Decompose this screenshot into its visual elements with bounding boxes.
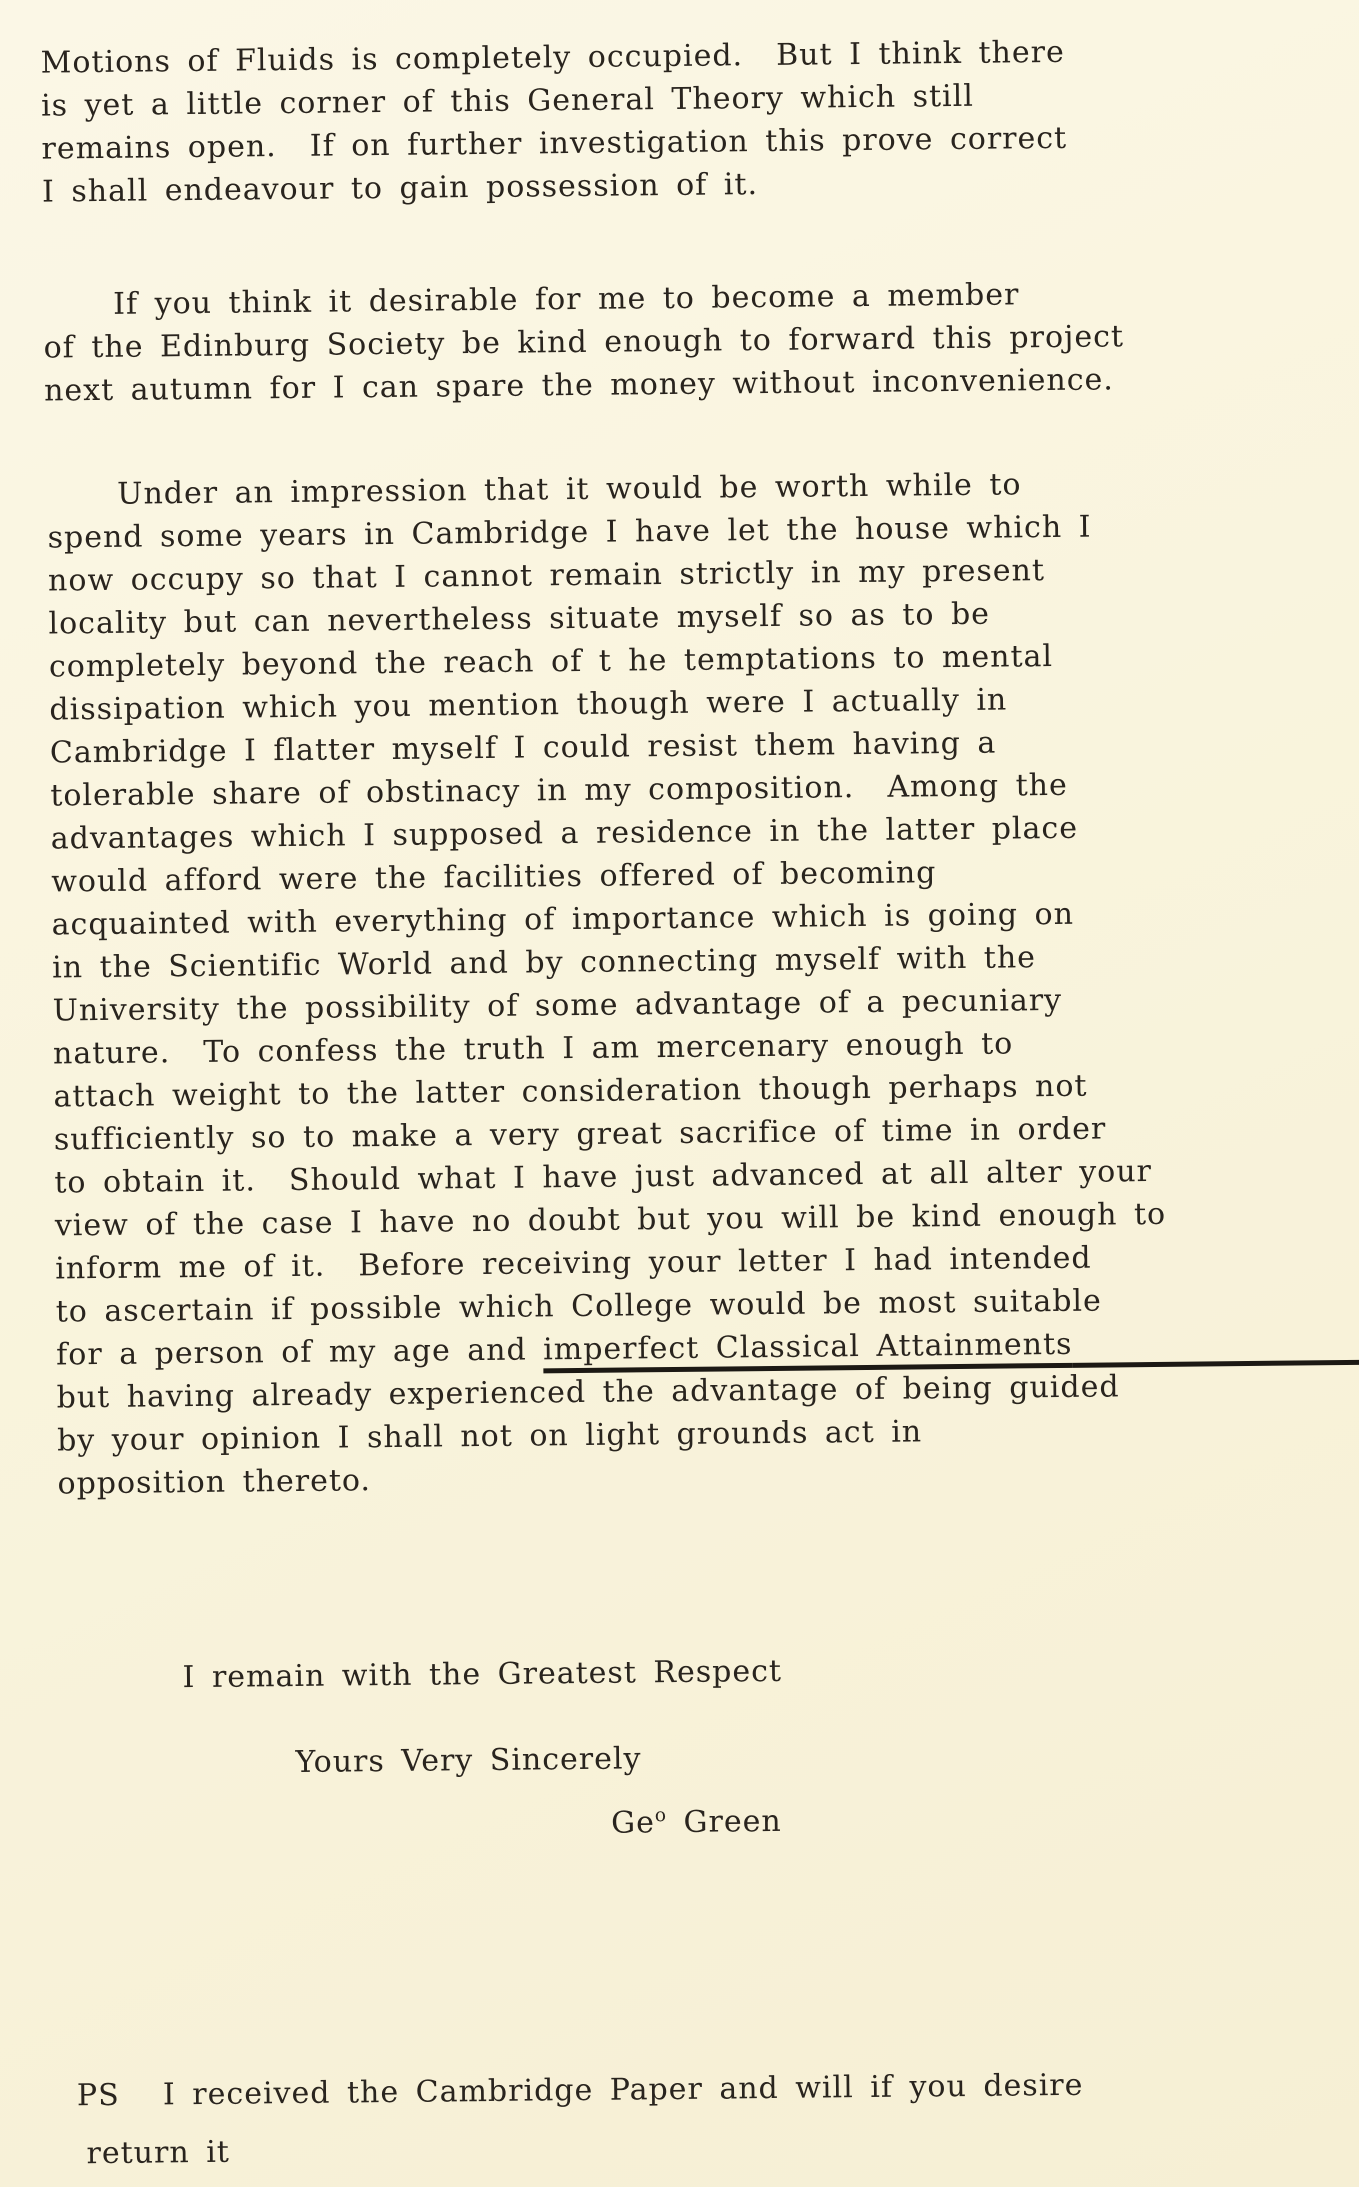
letter-line: to obtain it. Should what I have just advanced at all alter your bbox=[54, 1154, 1153, 1201]
postscript bbox=[77, 2057, 1085, 2184]
signature bbox=[611, 1804, 782, 1841]
letter-line: but having already experienced the advantage of being guided bbox=[56, 1369, 1120, 1416]
letter-line: opposition thereto. bbox=[57, 1463, 372, 1502]
letter-line: Cambridge I flatter myself I could resist them having a bbox=[49, 725, 997, 771]
letter-line: by your opinion I shall not on light grounds act in bbox=[56, 1414, 923, 1459]
letter-line: remains open. If on further investigation this prove correct bbox=[41, 120, 1068, 167]
letter-line: next autumn for I can spare the money without inconvenience. bbox=[43, 362, 1115, 409]
letter-line: Under an impression that it would be worth while to bbox=[116, 467, 1022, 512]
letter-line: spend some years in Cambridge I have let the house which I bbox=[47, 509, 1092, 556]
letter-line: is yet a little corner of this General Theory which still bbox=[40, 78, 975, 124]
paragraph-3 bbox=[47, 462, 1169, 1506]
letter-line: acquainted with everything of importance which is going on bbox=[51, 896, 1075, 943]
letter-line: University the possibility of some advantage of a pecuniary bbox=[52, 982, 1063, 1029]
letter-line: I shall endeavour to gain possession of it. bbox=[41, 167, 759, 210]
postscript-line-2: return it bbox=[86, 2134, 231, 2172]
letter-line: advantages which I supposed a residence in the latter place bbox=[50, 810, 1079, 857]
letter-line: now occupy so that I cannot remain strictly in my present bbox=[47, 553, 1046, 599]
letter-line: to ascertain if possible which College would be most suitable bbox=[55, 1283, 1102, 1330]
underlined-phrase: imperfect Classical Attainments bbox=[543, 1327, 1073, 1374]
letter-line: attach weight to the latter consideration though perhaps not bbox=[53, 1068, 1088, 1115]
letter-line: view of the case I have no doubt but you will be kind enough to bbox=[54, 1196, 1167, 1244]
signature-surname: Green bbox=[666, 1803, 782, 1841]
letter-line: Motions of Fluids is completely occupied. But I think there bbox=[40, 34, 1065, 81]
letter-line: nature. To confess the truth I am mercenary enough to bbox=[52, 1026, 1014, 1072]
signature-superscript-o: o bbox=[654, 1805, 668, 1827]
letter-line: would afford were the facilities offered of becoming bbox=[51, 855, 937, 900]
letter-line: completely beyond the reach of t he temptations to mental bbox=[48, 639, 1054, 685]
paragraph-1 bbox=[40, 31, 1067, 214]
closing-respect-line: I remain with the Greatest Respect bbox=[182, 1653, 783, 1696]
postscript-label: PS bbox=[76, 2077, 120, 2114]
letter-line: locality but can nevertheless situate myself so as to be bbox=[48, 596, 991, 642]
paragraph-2 bbox=[43, 272, 1125, 412]
letter-line: inform me of it. Before receiving your letter I had intended bbox=[55, 1240, 1092, 1287]
letter-line: sufficiently so to make a very great sacrifice of time in order bbox=[53, 1111, 1107, 1158]
letter-line: If you think it desirable for me to become a member bbox=[113, 277, 1020, 322]
postscript-line-1 bbox=[77, 2057, 1084, 2126]
postscript-text: I received the Cambridge Paper and will if you desire bbox=[162, 2067, 1084, 2113]
letter-line: dissipation which you mention though were I actually in bbox=[49, 682, 1008, 728]
closing-sincerely-line: Yours Very Sincerely bbox=[295, 1741, 642, 1781]
letter-line-text: for a person of my age and bbox=[56, 1332, 544, 1373]
letter-line: of the Edinburg Society be kind enough to forward this project bbox=[43, 319, 1125, 366]
signature-prefix: Ge bbox=[610, 1805, 656, 1841]
letter-line: in the Scientific World and by connecting myself with the bbox=[51, 940, 1037, 986]
letter-line: tolerable share of obstinacy in my composition. Among the bbox=[50, 767, 1068, 814]
